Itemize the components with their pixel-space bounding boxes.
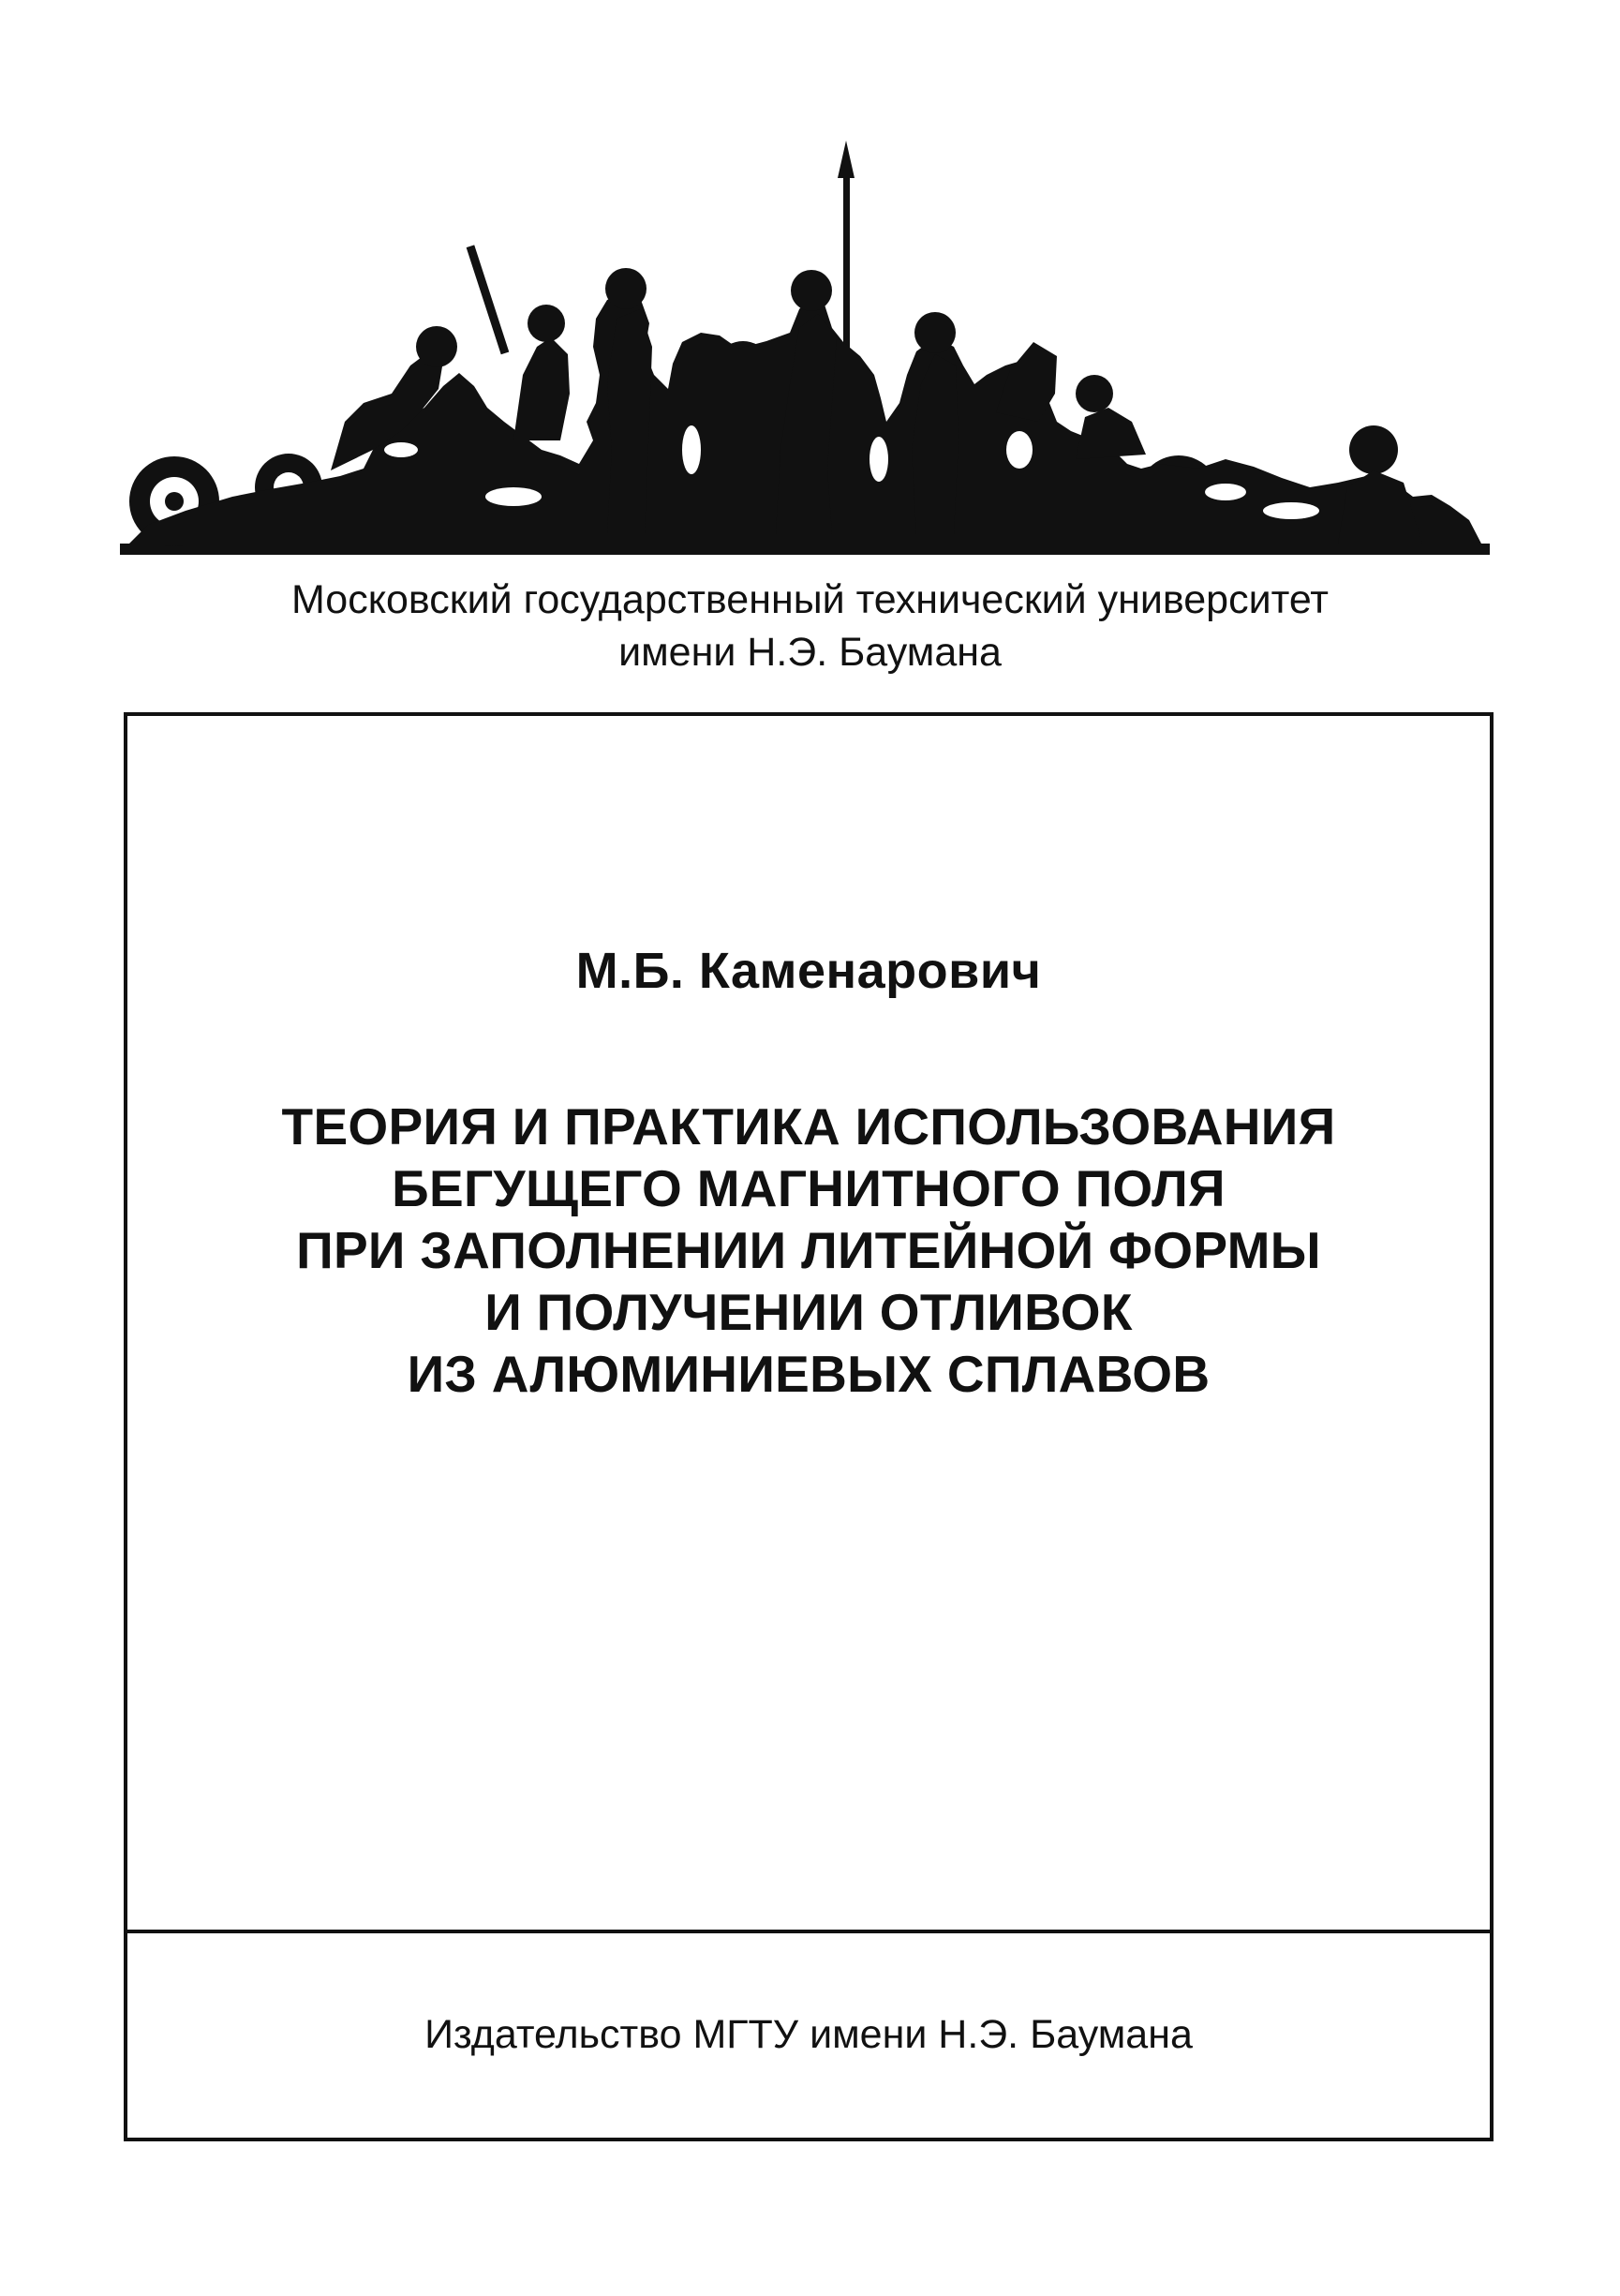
book-title: [127, 1096, 1490, 1405]
book-title-line-5: ИЗ АЛЮМИНИЕВЫХ СПЛАВОВ: [407, 1345, 1211, 1403]
publisher-divider: [127, 1930, 1490, 1933]
university-name-line-1: Московский государственный технический университет: [291, 577, 1329, 622]
author-name: М.Б. Каменарович: [575, 943, 1042, 999]
university-emblem: [120, 141, 1490, 562]
university-name-line-2: имени Н.Э. Баумана: [618, 630, 1002, 675]
title-frame: [124, 712, 1494, 2141]
book-title-line-2: БЕГУЩЕГО МАГНИТНОГО ПОЛЯ: [392, 1159, 1226, 1217]
publisher-name: Издательство МГТУ имени Н.Э. Баумана: [424, 2012, 1193, 2057]
book-title-line-1: ТЕОРИЯ И ПРАКТИКА ИСПОЛЬЗОВАНИЯ: [281, 1097, 1336, 1155]
book-title-line-3: ПРИ ЗАПОЛНЕНИИ ЛИТЕЙНОЙ ФОРМЫ: [296, 1221, 1321, 1279]
sculpture-frieze-icon: [120, 141, 1490, 562]
book-title-line-4: И ПОЛУЧЕНИИ ОТЛИВОК: [484, 1283, 1133, 1341]
university-name: [0, 574, 1620, 678]
